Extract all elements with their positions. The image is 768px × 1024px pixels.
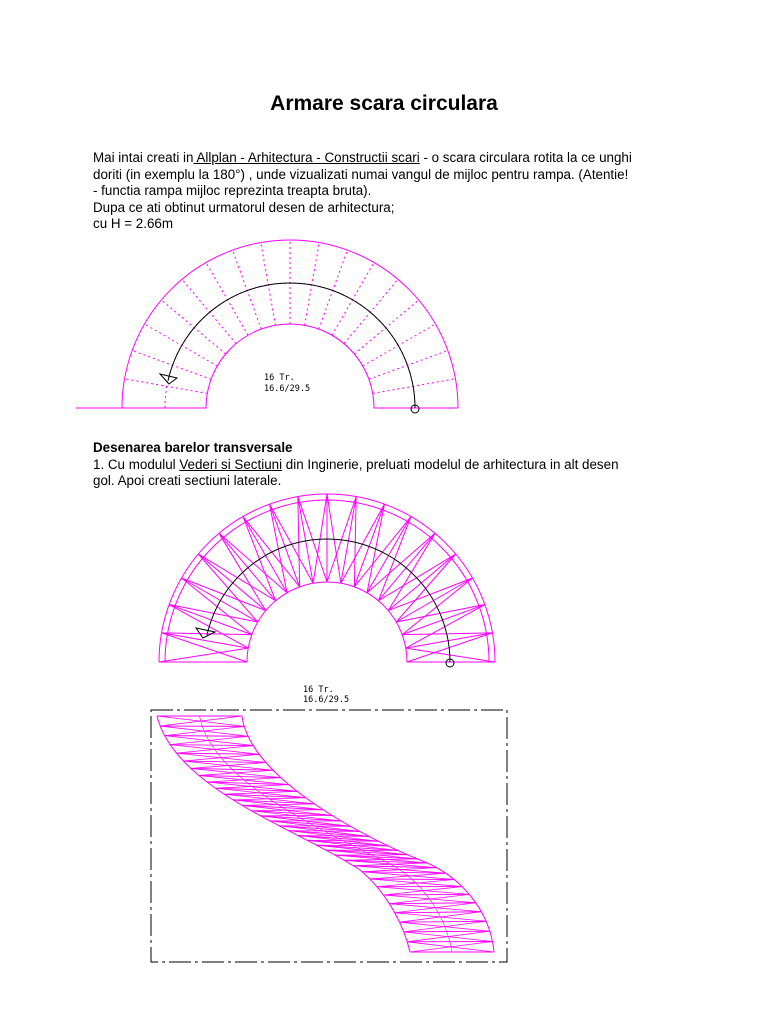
allplan-path-link[interactable]: Allplan - Arhitectura - Constructii scari	[193, 150, 420, 165]
plan-steps-label: 16 Tr.	[264, 373, 295, 383]
intro-line-2: doriti (in exemplu la 180°) , unde vizualizati numai vangul de mijloc pentru rampa. (Atentie!	[93, 166, 629, 182]
intro-line-5: cu H = 2.66m	[93, 216, 174, 231]
intro-line-1-rest: - o scara circulara rotita la ce unghi	[419, 150, 632, 165]
section-line-2: gol. Apoi creati sectiuni laterale.	[93, 473, 282, 488]
section-line-1-text: 1. Cu modulul	[93, 456, 180, 472]
intro-line-4: Dupa ce ati obtinut urmatorul desen de arhitectura;	[93, 199, 395, 215]
intro-line-3: - functia rampa mijloc reprezinta treapta bruta).	[93, 183, 372, 198]
intro-line-1-text: Mai intai creati in	[93, 150, 194, 165]
elevation-geometry	[151, 710, 507, 962]
elevation-right-edge	[242, 716, 494, 952]
elevation-steps-label: 16 Tr.	[303, 685, 334, 695]
plan-dims-label: 16.6/29.5	[264, 384, 311, 394]
section-heading: Desenarea barelor transversale	[93, 440, 293, 455]
vederi-sectiuni-link[interactable]: Vederi si Sectiuni	[179, 456, 283, 472]
section-line-1-rest: din Inginerie, preluati modelul de arhitectura in alt desen	[282, 456, 619, 472]
page-title: Armare scara circulara	[270, 92, 498, 115]
elevation-dims-label: 16.6/29.5	[303, 695, 350, 705]
